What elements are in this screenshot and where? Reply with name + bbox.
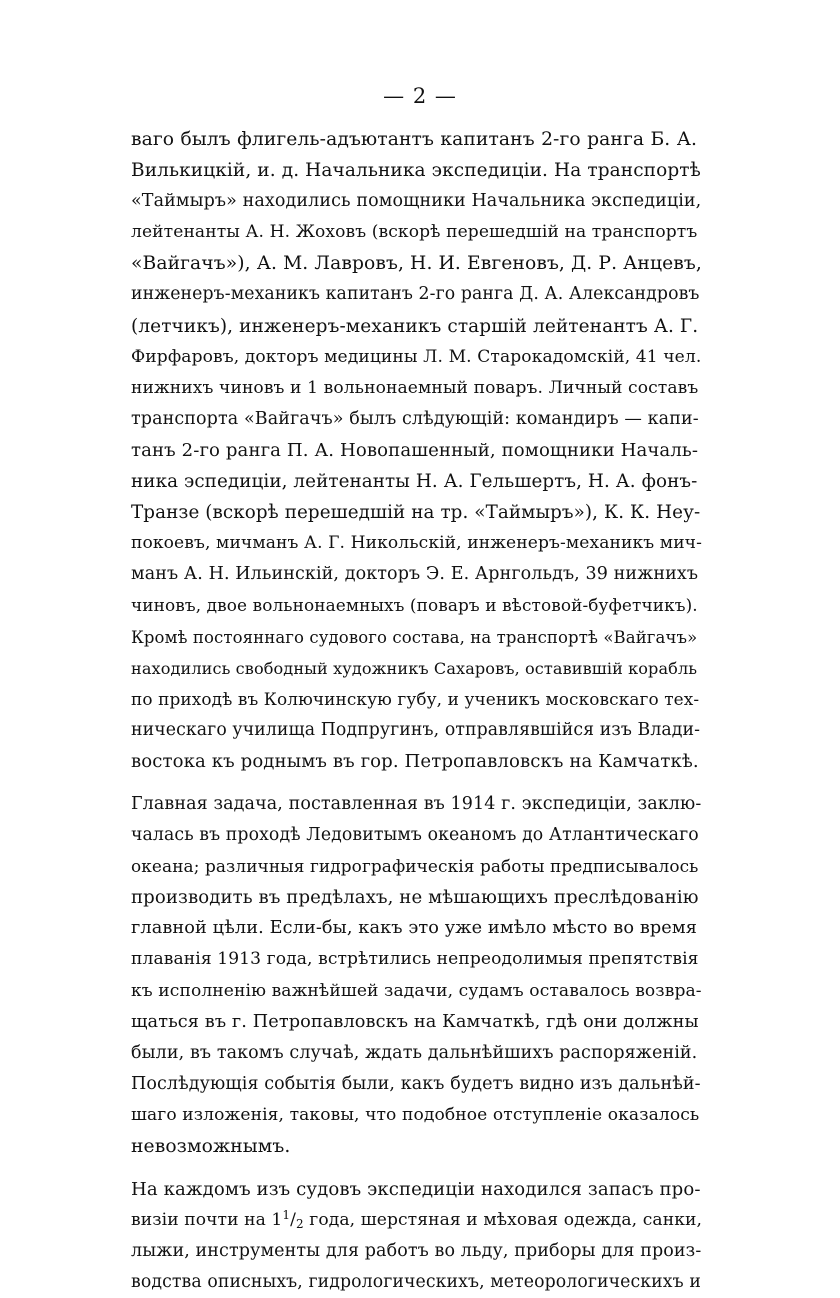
text-line: плаванія 1913 года, встрѣтились непреодолимыя препятствія: [131, 949, 699, 970]
text-line: чалась въ проходѣ Ледовитымъ океаномъ до Атлантическаго: [131, 825, 699, 846]
text-line: по приходѣ въ Колючинскую губу, и ученикъ московскаго тех-: [131, 688, 700, 709]
text-line: находились свободный художникъ Сахаровъ, оставившій корабль: [131, 658, 698, 678]
text-line: главной цѣли. Если-бы, какъ это уже имѣло мѣсто во время: [131, 918, 697, 939]
text-line: востока къ роднымъ въ гор. Петропавловскъ на Камчаткѣ.: [131, 750, 699, 772]
page-number: — 2 —: [383, 84, 457, 108]
text-line: были, въ такомъ случаѣ, ждать дальнѣйшихъ распоряженій.: [131, 1042, 698, 1063]
text-line: Фирфаровъ, докторъ медицины Л. М. Старокадомскій, 41 чел.: [131, 346, 702, 367]
text-line: Главная задача, поставленная въ 1914 г. экспедиціи, заклю-: [131, 793, 702, 814]
text-line-with-fraction: [131, 1205, 702, 1236]
text-line: «Вайгачъ»), А. М. Лавровъ, Н. И. Евгеновъ, Д. Р. Анцевъ,: [131, 253, 702, 275]
text-line: щаться въ г. Петропавловскъ на Камчаткѣ, гдѣ они должны: [131, 1011, 699, 1032]
text-line: чиновъ, двое вольнонаемныхъ (поваръ и вѣстовой-буфетчикъ).: [131, 595, 698, 616]
text-line: «Таймыръ» находились помощники Начальника экспедиціи,: [131, 191, 702, 212]
text-line: ника эспедиціи, лейтенанты Н. А. Гельшертъ, Н. А. фонъ-: [131, 471, 698, 493]
fraction-denominator: 2: [296, 1217, 304, 1232]
text-line: Вилькицкій, и. д. Начальника экспедиціи. На транспортѣ: [131, 160, 701, 182]
text-line: транспорта «Вайгачъ» былъ слѣдующій: командиръ — капи-: [131, 408, 699, 429]
text-line: манъ А. Н. Ильинскій, докторъ Э. Е. Арнгольдъ, 39 нижнихъ: [131, 564, 699, 585]
text-line: невозможнымъ.: [131, 1136, 291, 1157]
paragraph-1: [131, 124, 702, 777]
fraction-slash: /: [290, 1210, 297, 1231]
text-line: Послѣдующія событія были, какъ будетъ видно изъ дальнѣй-: [131, 1073, 701, 1094]
text-line: шаго изложенія, таковы, что подобное отступленіе оказалось: [131, 1104, 700, 1125]
fraction-numerator: 1: [282, 1208, 291, 1223]
text-line: водства описныхъ, гидрологическихъ, метеорологическихъ и: [131, 1272, 701, 1293]
text-line: танъ 2-го ранга П. А. Новопашенный, помощники Началь-: [131, 439, 699, 461]
text-line: океана; различныя гидрографическія работы предписывалось: [131, 856, 699, 877]
text-line: На каждомъ изъ судовъ экспедиціи находился запасъ про-: [131, 1179, 701, 1201]
text-line: инженеръ-механикъ капитанъ 2-го ранга Д. А. Александровъ: [131, 284, 700, 305]
text-line: Транзе (вскорѣ перешедшій на тр. «Таймыръ»), К. К. Неу-: [131, 502, 701, 524]
paragraph-gap: [131, 777, 697, 789]
text-line: нижнихъ чиновъ и 1 вольнонаемный поваръ. Личный составъ: [131, 377, 699, 398]
text-line: покоевъ, мичманъ А. Г. Никольскій, инженеръ-механикъ мич-: [131, 533, 702, 554]
text-line: (летчикъ), инженеръ-механикъ старшій лейтенантъ А. Г.: [131, 315, 699, 337]
paragraph-gap: [131, 1162, 697, 1174]
text-line: ническаго училища Подпругинъ, отправлявшійся изъ Влади-: [131, 719, 701, 740]
text-line: Кромѣ постояннаго судового состава, на транспортѣ «Вайгачъ»: [131, 627, 698, 647]
text-fragment: визіи почти на 1: [131, 1210, 283, 1231]
text-fragment: года, шерстяная и мѣховая одежда, санки,: [303, 1210, 702, 1231]
text-line: къ исполненію важнѣйшей задачи, судамъ оставалось возвра-: [131, 980, 702, 1001]
text-line: лыжи, инструменты для работъ во льду, приборы для произ-: [131, 1241, 702, 1262]
text-line: производить въ предѣлахъ, не мѣшающихъ преслѣдованію: [131, 887, 699, 909]
paragraph-3: [131, 1174, 702, 1298]
text-line: ваго былъ флигель-адъютантъ капитанъ 2-го ранга Б. А.: [131, 129, 697, 150]
text-line: лейтенанты А. Н. Жоховъ (вскорѣ перешедшій на транспортъ: [131, 222, 698, 243]
body-text: [131, 124, 702, 1298]
paragraph-2: [131, 789, 702, 1162]
